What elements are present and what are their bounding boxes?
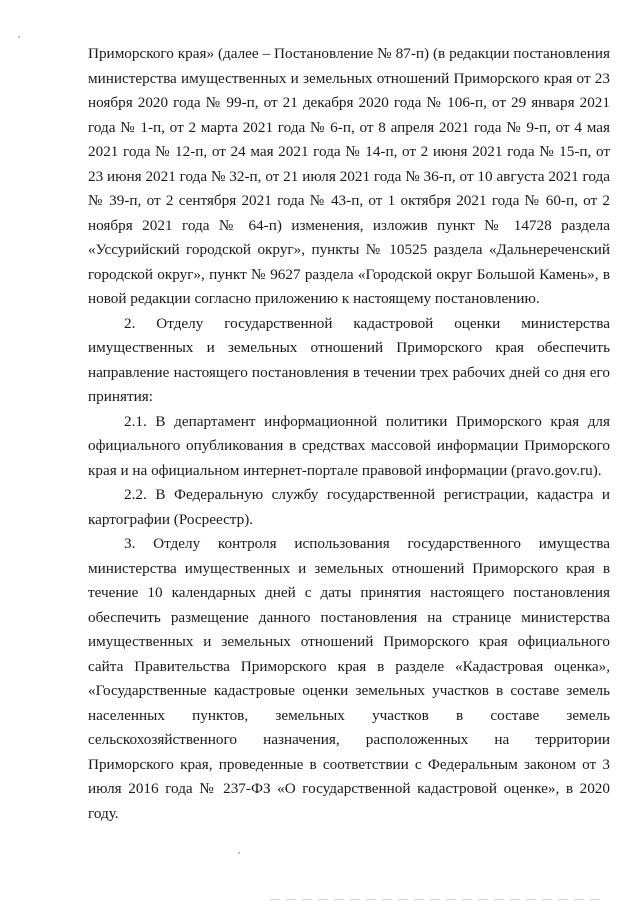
- document-body: [88, 42, 610, 826]
- paragraph-item-2-2: 2.2. В Федеральную службу государственной регистрации, кадастра и картографии (Росреестр).: [88, 486, 610, 528]
- scan-speck: [238, 852, 240, 854]
- paragraph-item-3: 3. Отделу контроля использования государственного имущества министерства имущественных и земельных отношений Приморского края в течение 10 календарных дней с даты принятия настоящего постановления обеспечить размещение данного постановления на странице министерства имущественных и земельных отношений Приморского края официального сайта Правительства Приморского края в разделе «Кадастровая оценка», «Государственные кадастровые оценки земельных участков в составе земель населенных пунктов, земельных участков в составе земель сельскохозяйственного назначения, расположенных на территории Приморского края, проведенные в соответствии с Федеральным законом от 3 июля 2016 года № 237-ФЗ «О государственной кадастровой оценке», в 2020 году.: [88, 535, 610, 822]
- scan-speck: [18, 36, 20, 38]
- paragraph-item-2-1: 2.1. В департамент информационной политики Приморского края для официального опубликования в средствах массовой информации Приморского края и на официальном интернет-портале правовой информации (pravo.gov.ru).: [88, 412, 610, 479]
- scan-footer-artifact: [270, 899, 600, 900]
- paragraph-continuation: Приморского края» (далее – Постановление № 87-п) (в редакции постановления министерства имущественных и земельных отношений Приморского края от 23 ноября 2020 года № 99-п, от 21 декабря 2020 года № 106-п, от 29 января 2021 года № 1-п, от 2 марта 2021 года № 6-п, от 8 апреля 2021 года № 9-п, от 4 мая 2021 года № 12-п, от 24 мая 2021 года № 14-п, от 2 июня 2021 года № 15-п, от 23 июня 2021 года № 32-п, от 21 июля 2021 года № 36-п, от 10 августа 2021 года № 39-п, от 2 сентября 2021 года № 43-п, от 1 октября 2021 года № 60-п, от 2 ноября 2021 года № 64-п) изменения, изложив пункт № 14728 раздела «Уссурийский городской округ», пункты № 10525 раздела «Дальнереченский городской округ», пункт № 9627 раздела «Городской округ Большой Камень», в новой редакции согласно приложению к настоящему постановлению.: [88, 45, 610, 307]
- paragraph-item-2: 2. Отделу государственной кадастровой оценки министерства имущественных и земельных отношений Приморского края обеспечить направление настоящего постановления в течении трех рабочих дней со дня его принятия:: [88, 314, 610, 405]
